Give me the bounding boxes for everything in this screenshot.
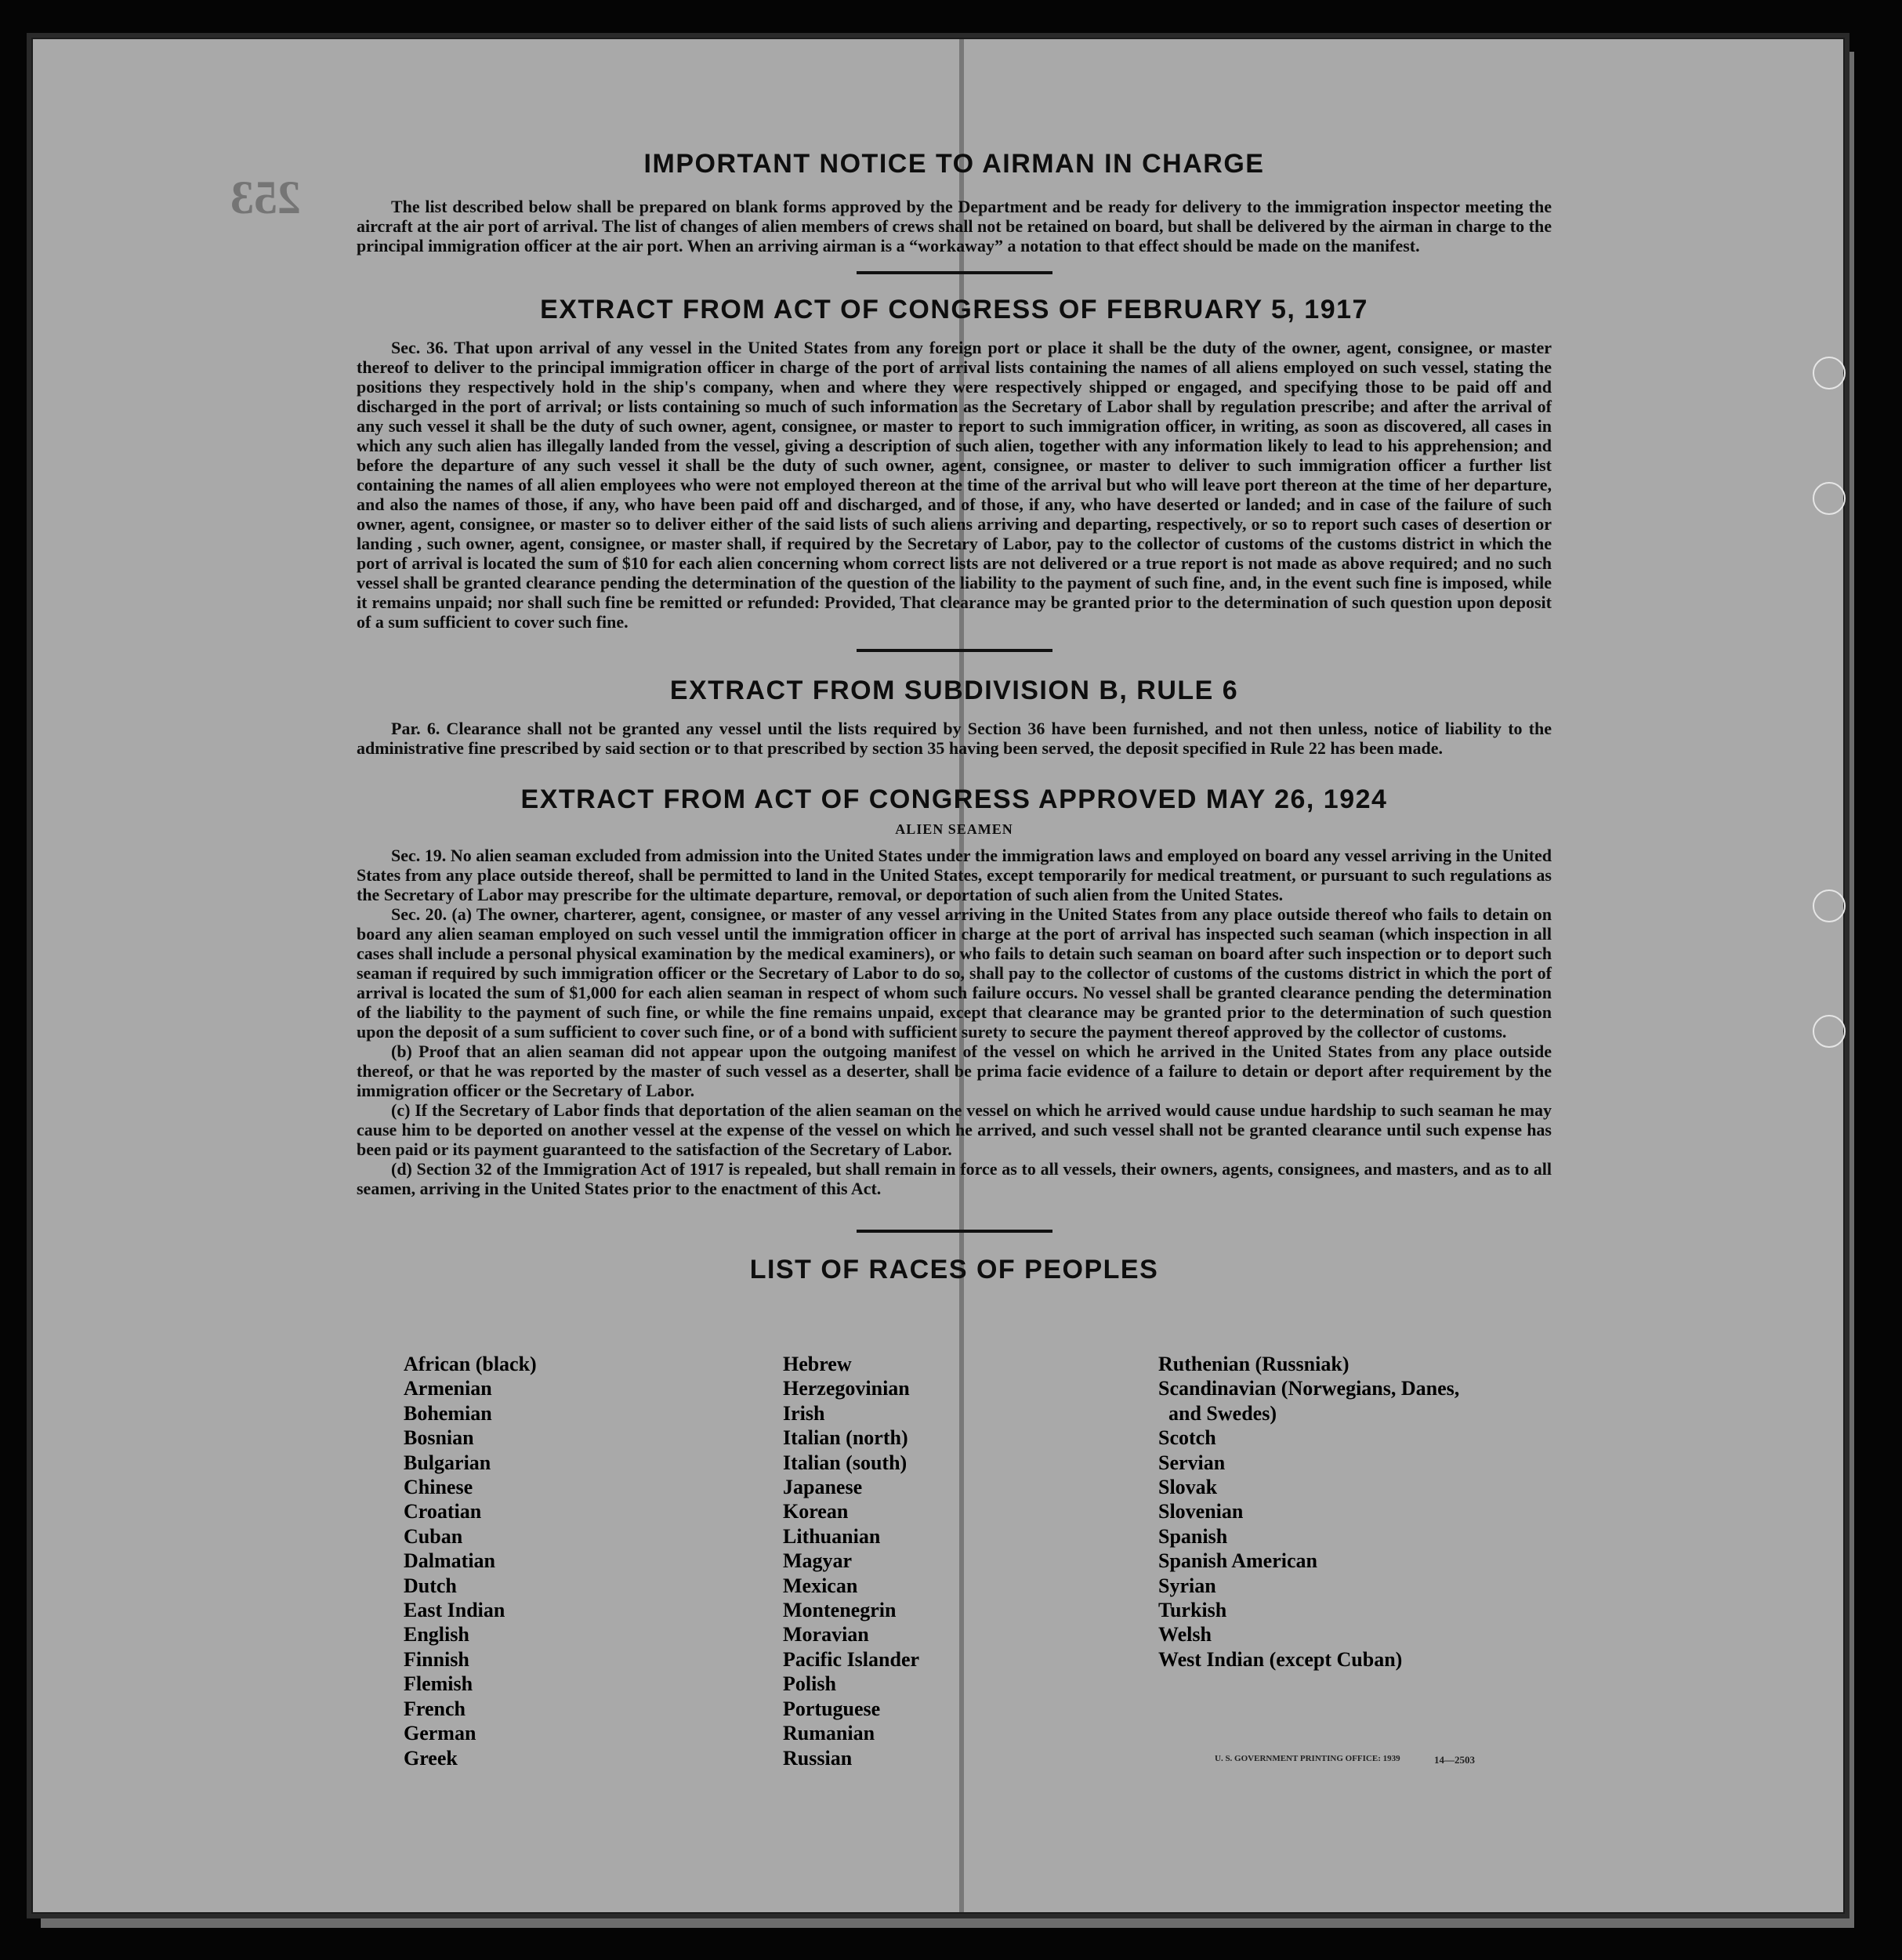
- race-list-item: Scandinavian (Norwegians, Danes,: [1158, 1377, 1460, 1400]
- notice-paragraph: The list described below shall be prepared on blank forms approved by the Department and be ready for delivery to the immigration inspector meeting the aircraft at the air port of arrival. The list of changes of alien members of crews shall not be retained on board, but shall be delivered by the airman in charge to the principal immigration officer at the air port. When an arriving airman is a “workaway” a notation to that effect should be made on the manifest.: [357, 197, 1552, 255]
- act-1924-heading: EXTRACT FROM ACT OF CONGRESS APPROVED MAY 26, 1924: [520, 784, 1388, 814]
- race-list-item: Bohemian: [404, 1401, 492, 1425]
- race-list-item: Rumanian: [783, 1722, 875, 1745]
- race-list-item: Herzegovinian: [783, 1377, 910, 1400]
- race-list-item: Irish: [783, 1401, 825, 1425]
- act-1924-sec-20b: (b) Proof that an alien seaman did not appear upon the outgoing manifest of the vessel on which he arrived in the United States from any place outside thereof, or that he was reported by the master of such vessel as a deserter, shall be prima facie evidence of a failure to detain or deport after requirement by the immigration officer or the Secretary of Labor.: [357, 1042, 1552, 1100]
- race-list-item: Pacific Islander: [783, 1647, 920, 1671]
- section-divider: [857, 1230, 1052, 1233]
- race-list-item: Cuban: [404, 1524, 463, 1548]
- race-list-item: Dalmatian: [404, 1549, 495, 1573]
- race-list-item: Slovak: [1158, 1476, 1218, 1499]
- section-divider: [857, 649, 1052, 652]
- races-column-2: [783, 1352, 919, 1770]
- race-list-item: Servian: [1158, 1451, 1226, 1474]
- notice-heading: IMPORTANT NOTICE TO AIRMAN IN CHARGE: [643, 149, 1265, 179]
- race-list-item: Japanese: [783, 1476, 863, 1499]
- race-list-item: Korean: [783, 1500, 849, 1523]
- rule-6-paragraph: Par. 6. Clearance shall not be granted any vessel until the lists required by Section 36 have been furnished, and not then unless, notice of liability to the administrative fine prescribed by said section or to that prescribed by section 35 having been served, the deposit specified in Rule 22 has been made.: [357, 719, 1552, 758]
- race-list-item: Italian (south): [783, 1451, 908, 1474]
- race-list-item: Hebrew: [783, 1353, 852, 1375]
- binder-hole-icon: [1813, 482, 1846, 515]
- race-list-item: German: [404, 1722, 476, 1745]
- race-list-item: Polish: [783, 1672, 836, 1696]
- race-list-item: Lithuanian: [783, 1524, 881, 1548]
- race-list-item: Croatian: [404, 1500, 482, 1523]
- races-column-1: [404, 1352, 537, 1770]
- race-list-item: East Indian: [404, 1599, 505, 1622]
- race-list-item: Welsh: [1158, 1623, 1212, 1647]
- race-list-item: Chinese: [404, 1476, 473, 1499]
- race-list-item: Spanish American: [1158, 1549, 1317, 1573]
- race-list-item: Dutch: [404, 1574, 457, 1597]
- race-list-item: Greek: [404, 1746, 458, 1770]
- race-list-item: Bulgarian: [404, 1451, 491, 1474]
- races-column-3: [1158, 1352, 1459, 1672]
- race-list-item: French: [404, 1697, 466, 1720]
- act-1917-section-36: Sec. 36. That upon arrival of any vessel in the United States from any foreign port or place it shall be the duty of the owner, agent, consignee, or master thereof to deliver to the principal immigration officer in charge of the port of arrival lists containing the names of all aliens employed on such vessel, stating the positions they respectively hold in the ship's company, when and where they were respectively shipped or engaged, and specifying those to be paid off and discharged in the port of arrival; or lists containing so much of such information as the Secretary of Labor shall by regulation prescribe; and after the arrival of any such vessel it shall be the duty of such owner, agent, consignee, or master to report to such immigration officer, in writing, as soon as discovered, all cases in which any such alien has illegally landed from the vessel, giving a description of such alien, together with any information likely to lead to his apprehension; and before the departure of any such vessel it shall be the duty of such owner, agent, consignee, or master to deliver to such immigration officer a further list containing the names of all alien employees who were not employed thereon at the time of the arrival but who will leave port thereon at the time of her departure, and also the names of those, if any, who have been paid off and discharged, and of those, if any, who have deserted or landed; and in case of the failure of such owner, agent, consignee, or master so to deliver either of the said lists of such aliens arriving and departing, respectively, or so to report such cases of desertion or landing , such owner, agent, consignee, or master shall, if required by the Secretary of Labor, pay to the collector of customs of the customs district in which the port of arrival is located the sum of $10 for each alien concerning whom correct lists are not delivered or a true report is not made as above required; and no such vessel shall be granted clearance pending the determination of the question of the liability to the payment of such fine, and, in the event such fine is imposed, while it remains unpaid; nor shall such fine be remitted or refunded: Provided, That clearance may be granted prior to the determination of such question upon deposit of a sum sufficient to cover such fine.: [357, 338, 1552, 632]
- races-heading: LIST OF RACES OF PEOPLES: [749, 1255, 1159, 1284]
- race-list-item: Montenegrin: [783, 1599, 897, 1622]
- binder-hole-icon: [1813, 889, 1846, 922]
- race-list-item: Finnish: [404, 1647, 469, 1671]
- act-1924-sec-19: Sec. 19. No alien seaman excluded from admission into the United States under the immigration laws and employed on board any vessel arriving in the United States from any place outside thereof, shall be permitted to land in the United States, except temporarily for medical treatment, or pursuant to such regulations as the Secretary of Labor may prescribe for the ultimate departure, removal, or deportation of such alien from the United States.: [357, 846, 1552, 904]
- race-list-item: Scotch: [1158, 1426, 1216, 1450]
- race-list-item: Turkish: [1158, 1599, 1227, 1622]
- race-list-item: Russian: [783, 1746, 853, 1770]
- form-number: 14—2503: [1434, 1754, 1475, 1766]
- race-list-item: Flemish: [404, 1672, 473, 1696]
- notice-content: [357, 149, 1552, 1285]
- binder-hole-icon: [1813, 1015, 1846, 1048]
- race-list-item: Magyar: [783, 1549, 853, 1573]
- race-list-item: West Indian (except Cuban): [1158, 1647, 1403, 1671]
- race-list-item: Mexican: [783, 1574, 858, 1597]
- race-list-item: Syrian: [1158, 1574, 1216, 1597]
- bleed-through-page-number: 253: [230, 172, 301, 223]
- race-list-item: Portuguese: [783, 1697, 881, 1720]
- printing-office-imprint: U. S. GOVERNMENT PRINTING OFFICE: 1939: [1215, 1754, 1400, 1763]
- act-1924-subheading: ALIEN SEAMEN: [895, 821, 1013, 837]
- rule-6-heading: EXTRACT FROM SUBDIVISION B, RULE 6: [669, 676, 1239, 705]
- race-list-item: English: [404, 1623, 469, 1647]
- act-1924-sec-20d: (d) Section 32 of the Immigration Act of 1917 is repealed, but shall remain in force as to all vessels, their owners, agents, consignees, and masters, and as to all seamen, arriving in the United States prior to the enactment of this Act.: [357, 1159, 1552, 1198]
- section-divider: [857, 271, 1052, 274]
- act-1917-heading: EXTRACT FROM ACT OF CONGRESS OF FEBRUARY 5, 1917: [540, 295, 1368, 324]
- race-list-item: Moravian: [783, 1623, 869, 1647]
- race-list-item: Ruthenian (Russniak): [1158, 1353, 1350, 1375]
- race-list-item: Armenian: [404, 1377, 492, 1400]
- race-list-item: Spanish: [1158, 1524, 1228, 1548]
- binder-hole-icon: [1813, 357, 1846, 389]
- act-1924-sec-20c: (c) If the Secretary of Labor finds that deportation of the alien seaman on the vessel on which he arrived would cause undue hardship to such seaman he may cause him to be deported on another vessel at the expense of the vessel on which he arrived, and such vessel shall not be granted clearance until such expense has been paid or its payment guaranteed to the satisfaction of the Secretary of Labor.: [357, 1100, 1552, 1159]
- race-list-item: and Swedes): [1158, 1401, 1277, 1425]
- race-list-item: Slovenian: [1158, 1500, 1244, 1523]
- race-list-item: Italian (north): [783, 1426, 908, 1450]
- race-list-item: Bosnian: [404, 1426, 474, 1450]
- act-1924-sec-20a: Sec. 20. (a) The owner, charterer, agent, consignee, or master of any vessel arriving in the United States from any place outside thereof who fails to detain on board any alien seaman employed on such vessel until the immigration officer in charge at the port of arrival has inspected such seaman (which inspection in all cases shall include a personal physical examination by the medical examiners), or who fails to detain such seaman on board after such inspection or to deport such seaman if required by such immigration officer or the Secretary of Labor to do so, shall pay to the collector of customs of the customs district in which the port of arrival is located the sum of $1,000 for each alien seaman in respect of whom such failure occurs. No vessel shall be granted clearance pending the determination of the liability to the payment of such fine, or while the fine remains unpaid, except that clearance may be granted prior to the determination of such question upon the deposit of a sum sufficient to cover such fine, or of a bond with sufficient surety to secure the payment thereof approved by the collector of customs.: [357, 904, 1552, 1042]
- race-list-item: African (black): [404, 1353, 537, 1375]
